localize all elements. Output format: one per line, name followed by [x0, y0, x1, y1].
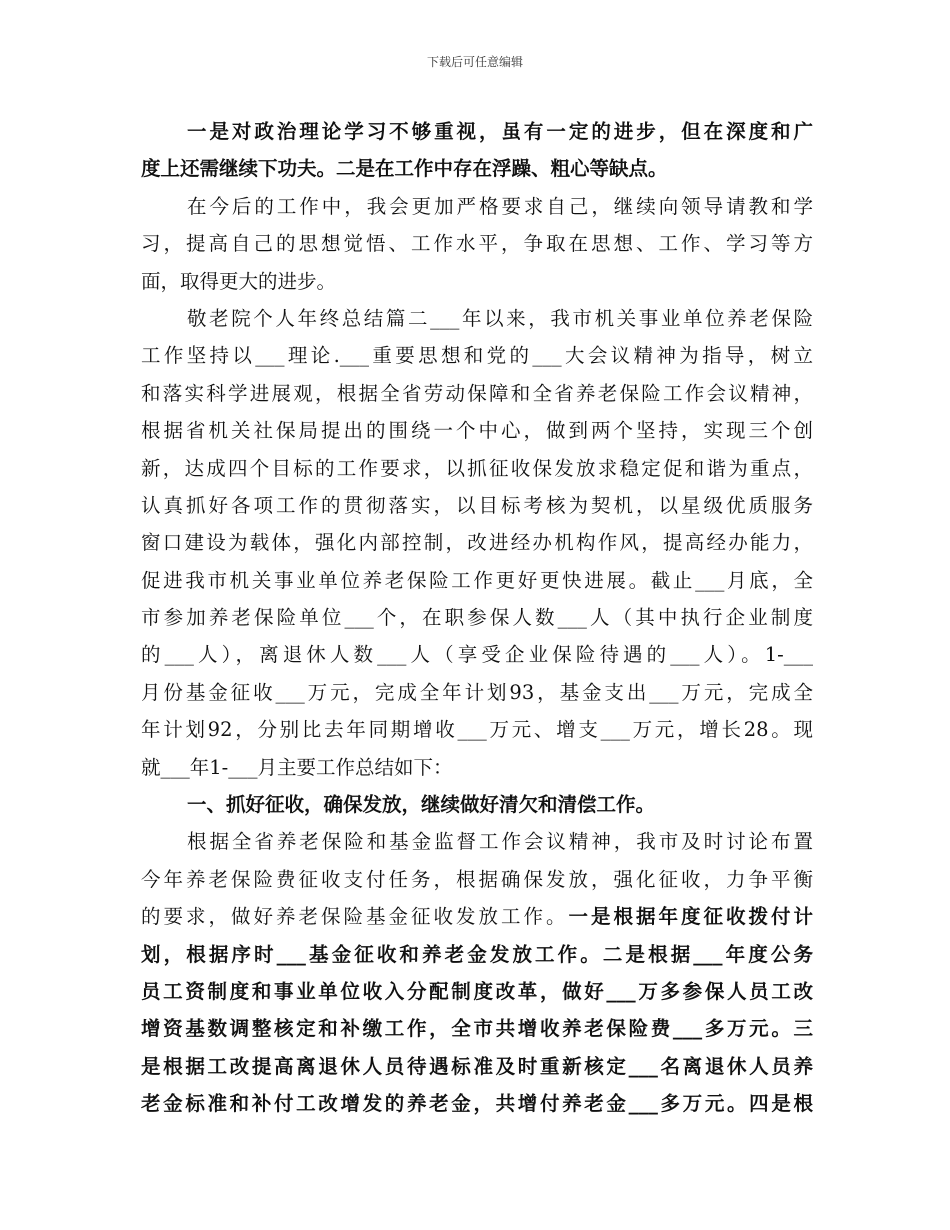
text-line: 根据省机关社保局提出的围绕一个中心，做到两个坚持，实现三个创: [141, 419, 813, 443]
text-segment-bold: 一是根据年度征收拨付计: [568, 905, 813, 929]
text-line: 员工资制度和事业单位收入分配制度改革，做好___万多参保人员工改: [141, 979, 813, 1003]
text-line: 就___年1-___月主要工作总结如下：: [141, 755, 453, 779]
text-line: 老金标准和补付工改增发的养老金，共增付养老金___多万元。四是根: [141, 1092, 813, 1116]
text-line: 新，达成四个目标的工作要求，以抓征收保发放求稳定促和谐为重点，: [141, 456, 813, 480]
text-line: 和落实科学进展观，根据全省劳动保障和全省养老保险工作会议精神，: [141, 381, 813, 405]
text-line: 习，提高自己的思想觉悟、工作水平，争取在思想、工作、学习等方: [141, 232, 813, 256]
text-line: 根据全省养老保险和基金监督工作会议精神，我市及时讨论布置: [187, 830, 813, 854]
text-line: 一是对政治理论学习不够重视，虽有一定的进步，但在深度和广: [187, 120, 813, 143]
document-body: [141, 113, 813, 1123]
text-line: [141, 898, 813, 935]
text-line: 年计划92，分别比去年同期增收___万元、增支___万元，增长28。现: [141, 718, 813, 742]
text-line: 增资基数调整核定和补缴工作，全市共增收养老保险费___多万元。三: [141, 1017, 813, 1041]
text-line: 今年养老保险费征收支付任务，根据确保发放，强化征收，力争平衡: [141, 867, 813, 891]
page-header: 下载后可任意编辑: [426, 55, 523, 69]
text-line: 的___人），离退休人数___人（享受企业保险待遇的___人）。1-___: [141, 643, 813, 667]
text-line: 工作坚持以___理论.___重要思想和党的___大会议精神为指导，树立: [141, 344, 813, 368]
text-line: 面，取得更大的进步。: [141, 269, 337, 293]
text-line: 认真抓好各项工作的贯彻落实，以目标考核为契机，以星级优质服务: [141, 493, 813, 517]
text-line: 是根据工改提高离退休人员待遇标准及时重新核定___名离退休人员养: [141, 1054, 813, 1078]
text-line: 在今后的工作中，我会更加严格要求自己，继续向领导请教和学: [187, 194, 813, 218]
text-line: 窗口建设为载体，强化内部控制，改进经办机构作风，提高经办能力，: [141, 531, 813, 555]
section-heading: 一、抓好征收，确保发放，继续做好清欠和清偿工作。: [187, 793, 656, 817]
text-line: 度上还需继续下功夫。二是在工作中存在浮躁、粗心等缺点。: [141, 157, 668, 181]
text-line: 市参加养老保险单位___个，在职参保人数___人（其中执行企业制度: [141, 606, 813, 630]
text-segment: 的要求，做好养老保险基金征收发放工作。: [141, 905, 569, 929]
text-line: 促进我市机关事业单位养老保险工作更好更快进展。截止___月底，全: [141, 568, 813, 592]
text-line: 敬老院个人年终总结篇二___年以来，我市机关事业单位养老保险: [187, 306, 813, 330]
text-line: 划，根据序时___基金征收和养老金发放工作。二是根据___年度公务: [141, 942, 813, 966]
text-line: 月份基金征收___万元，完成全年计划93，基金支出___万元，完成全: [141, 680, 813, 704]
